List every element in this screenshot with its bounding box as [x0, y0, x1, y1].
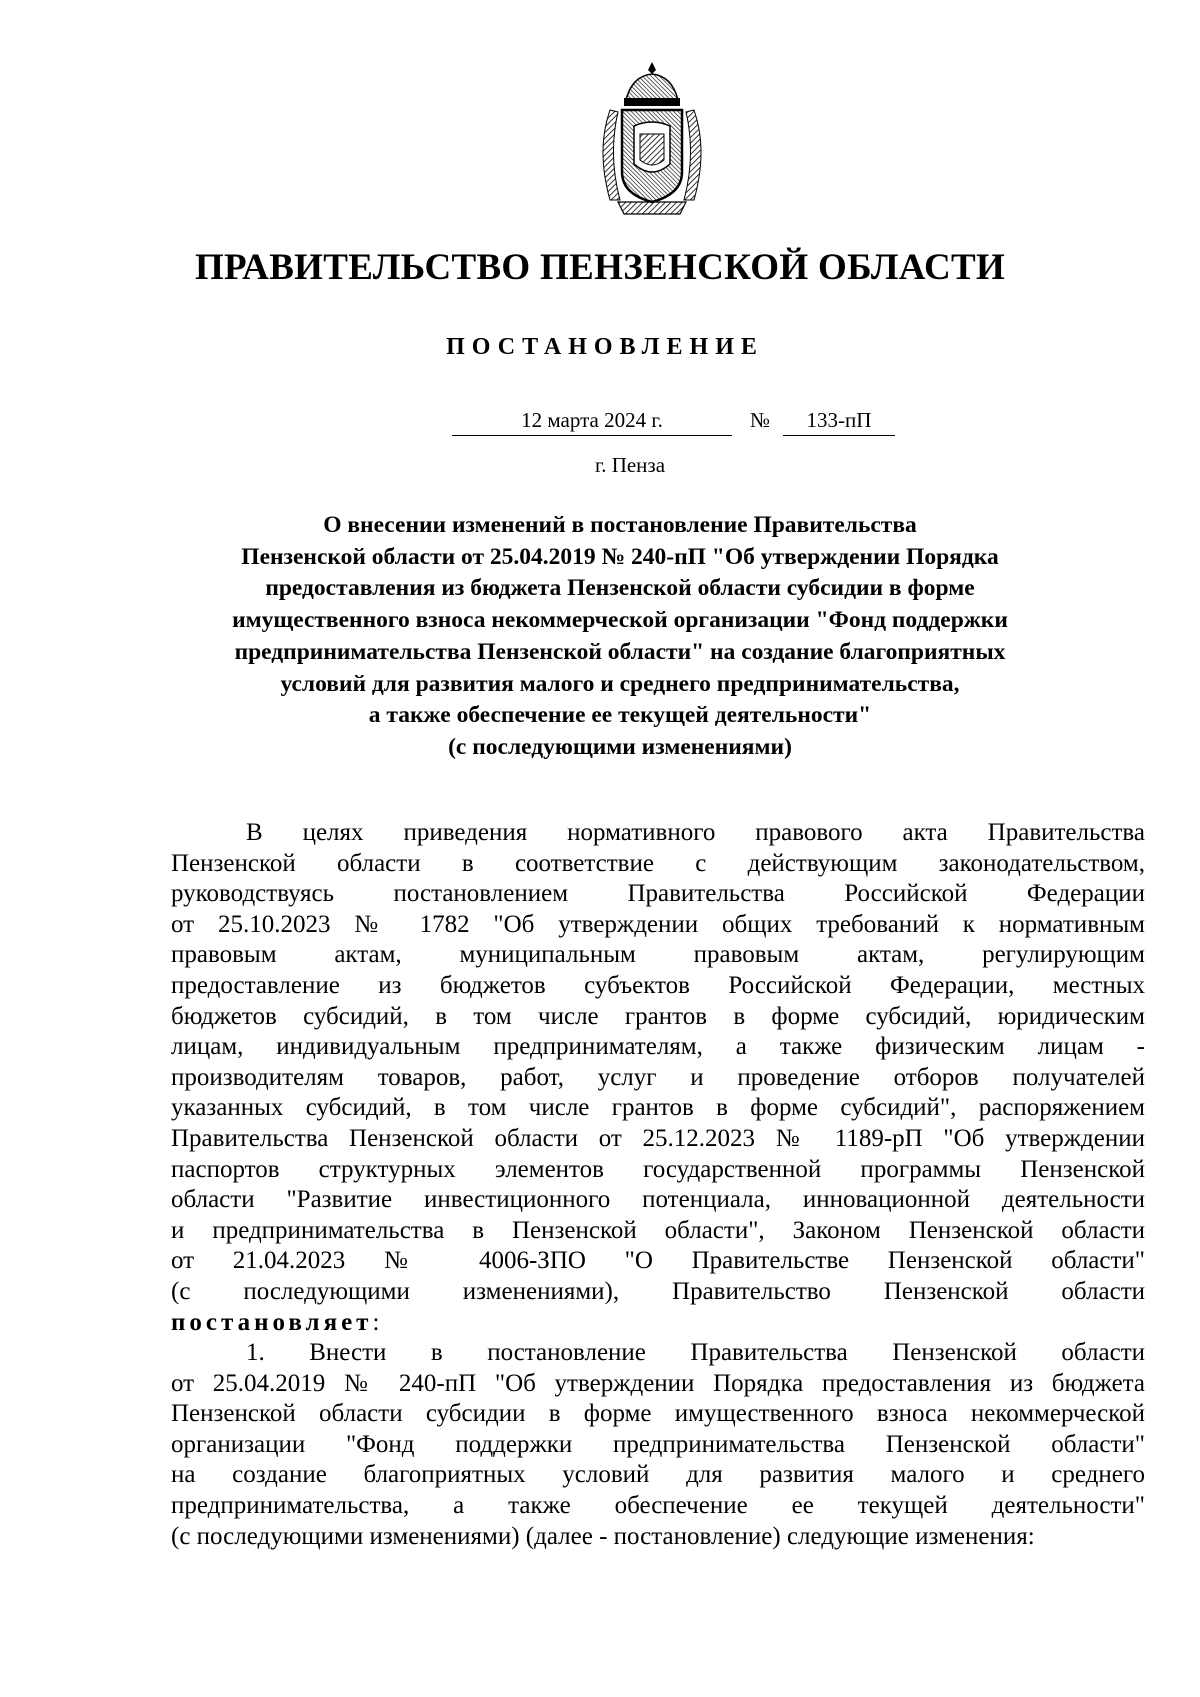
- document-number: 133-пП: [783, 408, 895, 436]
- preamble-line: области "Развитие инвестиционного потенциала, инновационной деятельности: [171, 1186, 1145, 1214]
- number-sign: №: [750, 408, 771, 432]
- preamble-line: указанных субсидий, в том числе грантов в форме субсидий", распоряжением: [171, 1094, 1145, 1122]
- item-line: на создание благоприятных условий для развития малого и среднего: [171, 1461, 1145, 1489]
- preamble-line: бюджетов субсидий, в том числе грантов в форме субсидий, юридическим: [171, 1002, 1145, 1030]
- subject-line: (с последующими изменениями): [448, 733, 792, 760]
- city: г. Пенза: [594, 453, 666, 477]
- item-line: от 25.04.2019 № 240-пП "Об утверждении Порядка предоставления из бюджета: [171, 1369, 1145, 1397]
- item-line: (с последующими изменениями) (далее - постановление) следующие изменения:: [171, 1522, 1035, 1550]
- resolves-colon: :: [372, 1308, 380, 1336]
- subject-line: предпринимательства Пензенской области" на создание благоприятных: [234, 638, 1006, 665]
- subject-line: условий для развития малого и среднего предпринимательства,: [280, 670, 960, 697]
- resolves-word: постановляет: [171, 1308, 373, 1336]
- subject-line: предоставления из бюджета Пензенской области субсидии в форме: [265, 575, 975, 602]
- subject-line: Пензенской области от 25.04.2019 № 240-пП "Об утверждении Порядка: [241, 543, 999, 570]
- document-type: ПОСТАНОВЛЕНИЕ: [446, 334, 764, 360]
- resolves-line: [171, 1308, 1145, 1339]
- preamble-line: от 21.04.2023 № 4006-ЗПО "О Правительстве Пензенской области": [171, 1247, 1145, 1275]
- item-line: предпринимательства, а также обеспечение ее текущей деятельности": [171, 1492, 1145, 1520]
- preamble-line: руководствуясь постановлением Правительства Российской Федерации: [171, 880, 1145, 908]
- preamble-line: предоставление из бюджетов субъектов Российской Федерации, местных: [171, 971, 1145, 999]
- organization-title: ПРАВИТЕЛЬСТВО ПЕНЗЕНСКОЙ ОБЛАСТИ: [194, 247, 1006, 288]
- subject-line: а также обеспечение ее текущей деятельности": [368, 702, 872, 729]
- document-body: [171, 818, 1145, 1552]
- subject-line: имущественного взноса некоммерческой организации "Фонд поддержки: [232, 607, 1008, 634]
- preamble-line: и предпринимательства в Пензенской области", Законом Пензенской области: [171, 1216, 1145, 1244]
- preamble-line: правовым актам, муниципальным правовым актам, регулирующим: [171, 941, 1145, 969]
- item-line: 1. Внести в постановление Правительства Пензенской области: [246, 1339, 1145, 1367]
- item-line: организации "Фонд поддержки предпринимательства Пензенской области": [171, 1430, 1145, 1458]
- preamble-line: В целях приведения нормативного правового акта Правительства: [246, 819, 1145, 846]
- document-subject: [180, 510, 1060, 764]
- preamble-line: лицам, индивидуальным предпринимателям, а также физическим лицам -: [171, 1033, 1145, 1061]
- preamble-line: паспортов структурных элементов государственной программы Пензенской: [171, 1155, 1145, 1183]
- document-date: 12 марта 2024 г.: [452, 408, 732, 436]
- item-line: Пензенской области субсидии в форме имущественного взноса некоммерческой: [171, 1400, 1145, 1428]
- preamble-line: (с последующими изменениями), Правительство Пензенской области: [171, 1277, 1145, 1305]
- subject-line: О внесении изменений в постановление Правительства: [323, 512, 917, 538]
- date-number-row: [0, 408, 1200, 444]
- preamble-line: производителям товаров, работ, услуг и проведение отборов получателей: [171, 1063, 1145, 1091]
- preamble-line: Правительства Пензенской области от 25.12.2023 № 1189-рП "Об утверждении: [171, 1124, 1145, 1152]
- preamble-line: Пензенской области в соответствие с действующим законодательством,: [171, 849, 1145, 877]
- coat-of-arms-emblem: [592, 60, 712, 220]
- preamble-line: от 25.10.2023 № 1782 "Об утверждении общих требований к нормативным: [171, 910, 1145, 938]
